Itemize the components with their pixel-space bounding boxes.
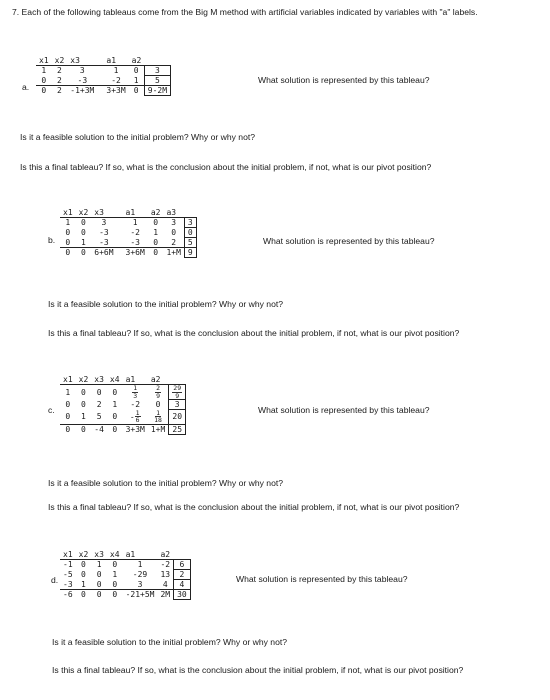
column-header: x3 [94, 375, 104, 384]
column-header [174, 550, 191, 560]
tableau-header-row [60, 375, 186, 385]
tableau-cell: 0 [91, 590, 107, 600]
column-header: x1 [39, 56, 49, 65]
tableau-cell: 0 [112, 412, 118, 421]
tableau-cell: 2 [174, 570, 191, 580]
tableau-cell: 1 [103, 66, 128, 76]
tableau-cell: 0 [76, 424, 92, 434]
column-header: a2 [150, 208, 161, 217]
column-header: a2 [160, 550, 171, 559]
tableau-cell: 0 [76, 248, 92, 258]
tableau-cell: 0 [148, 248, 164, 258]
tableau-c [60, 375, 186, 435]
tableau-cell: 9-2M [144, 86, 170, 96]
column-header: a2 [131, 56, 142, 65]
tableau-cell: 0 [107, 560, 123, 570]
tableau-row [60, 580, 190, 590]
tableau-cell: 5 [184, 238, 196, 248]
tableau-header-row [60, 550, 190, 560]
column-header: x3 [70, 56, 80, 65]
tableau-cell: 0 [112, 579, 118, 589]
tableau-cell: 0 [65, 412, 71, 421]
part-d-label: d. [51, 575, 59, 585]
tableau-row [60, 590, 190, 600]
tableau-cell: 0 [81, 570, 86, 579]
tableau-cell: 0 [171, 228, 177, 237]
tableau-cell [123, 385, 148, 400]
tableau-cell: 0 [76, 560, 92, 570]
tableau-header-row [60, 208, 196, 218]
tableau-row [60, 385, 186, 400]
part-d-final-question: Is this a final tableau? If so, what is the conclusion about the initial problem, if not, what is our pivot position? [52, 665, 464, 675]
tableau-cell: 1 [81, 237, 86, 247]
tableau-cell: -3 [99, 237, 109, 247]
tableau-cell: -29 [132, 570, 148, 579]
tableau-cell: 0 [36, 86, 52, 96]
tableau-cell: 1 [81, 579, 86, 589]
tableau-cell: 0 [60, 248, 76, 258]
tableau-cell: 0 [65, 237, 71, 247]
tableau-cell: 25 [169, 424, 186, 434]
tableau-cell: 0 [81, 228, 86, 237]
tableau-row [36, 76, 171, 86]
column-header: x1 [63, 208, 73, 217]
tableau-cell: -3 [99, 228, 109, 237]
tableau-cell: -1+3M [67, 86, 97, 96]
tableau-row [60, 248, 196, 258]
tableau-cell: 0 [81, 400, 86, 409]
tableau-cell: -3 [130, 237, 140, 247]
part-d-solution-question: What solution is represented by this tableau? [236, 574, 408, 584]
tableau-cell: 5 [144, 76, 170, 86]
column-header: x3 [94, 550, 104, 559]
tableau-cell: 2 [57, 75, 62, 85]
tableau-row [60, 560, 190, 570]
tableau-cell: 1 [123, 218, 148, 228]
tableau-cell: 6+6M [91, 248, 116, 258]
problem-prompt: 7. Each of the following tableaus come from the Big M method with artificial variables indicated by variables with "a" labels. [12, 7, 478, 17]
part-b-label: b. [48, 235, 56, 245]
tableau-cell: 1 [112, 400, 118, 409]
part-b-solution-question: What solution is represented by this tableau? [263, 236, 435, 246]
tableau-cell: 2M [157, 590, 173, 600]
tableau-cell: 3 [144, 66, 170, 76]
tableau-cell: 6 [174, 560, 191, 570]
part-b-final-question: Is this a final tableau? If so, what is the conclusion about the initial problem, if not, what is our pivot position? [48, 328, 460, 338]
part-c-label: c. [48, 405, 55, 415]
tableau-cell: 2 [52, 86, 68, 96]
tableau-cell: -21+5M [123, 590, 158, 600]
column-header: x2 [78, 550, 89, 559]
tableau-row [36, 86, 171, 96]
tableau-row [60, 400, 186, 410]
fraction: $\frac{2}{9}$ [156, 384, 161, 400]
column-header: x1 [63, 375, 73, 384]
tableau-cell: 3+6M [123, 248, 148, 258]
column-header: a1 [125, 208, 136, 217]
tableau-cell: 0 [96, 570, 102, 579]
tableau-row [60, 218, 196, 228]
tableau-cell: 0 [107, 590, 123, 600]
tableau-cell: 0 [60, 424, 76, 434]
part-c-feasible-question: Is it a feasible solution to the initial problem? Why or why not? [48, 478, 284, 488]
tableau-cell: 0 [155, 400, 161, 409]
tableau-cell: 5 [96, 412, 102, 421]
tableau-cell: 1 [153, 228, 159, 237]
part-c-final-question: Is this a final tableau? If so, what is the conclusion about the initial problem, if not, what is our pivot position? [48, 502, 460, 512]
tableau-cell: 1 [112, 570, 118, 579]
tableau-cell: 3+3M [103, 86, 128, 96]
tableau-cell: 4 [162, 579, 168, 589]
column-header: a1 [106, 56, 117, 65]
fraction: $\frac{1}{18}$ [154, 408, 162, 424]
tableau-cell: 1+M [148, 424, 169, 434]
column-header: x3 [94, 208, 104, 217]
tableau-cell: 20 [169, 410, 186, 425]
tableau-a [36, 56, 171, 96]
column-header: x2 [78, 208, 89, 217]
tableau-cell: 0 [91, 385, 107, 400]
tableau-cell: 0 [76, 385, 92, 400]
tableau-cell: 2 [171, 237, 177, 247]
tableau-cell: 0 [65, 400, 71, 409]
column-header: x2 [54, 56, 65, 65]
column-header: x4 [109, 550, 120, 559]
part-a-label: a. [22, 82, 30, 92]
tableau-cell: 1 [60, 385, 76, 400]
tableau-cell: 0 [107, 424, 123, 434]
column-header [184, 208, 196, 218]
tableau-cell: 30 [174, 590, 191, 600]
tableau-cell: 0 [129, 86, 145, 96]
tableau-header-row [36, 56, 171, 66]
tableau-cell: 4 [174, 580, 191, 590]
tableau-cell: 9 [184, 248, 196, 258]
tableau-cell: 13 [160, 570, 171, 579]
tableau-cell: 1 [36, 66, 52, 76]
tableau-cell: -3 [63, 579, 73, 589]
tableau-cell: -2 [130, 400, 141, 409]
tableau-cell: -1 [60, 560, 76, 570]
tableau-cell: 1 [133, 75, 139, 85]
part-a-feasible-question: Is it a feasible solution to the initial problem? Why or why not? [20, 132, 256, 142]
tableau-cell: -3 [77, 75, 88, 85]
tableau-cell: 0 [96, 579, 102, 589]
tableau-cell: 0 [65, 228, 71, 237]
tableau-cell: -2 [130, 228, 140, 237]
tableau-row [36, 66, 171, 76]
tableau-cell: 1 [81, 412, 86, 421]
part-d-feasible-question: Is it a feasible solution to the initial problem? Why or why not? [52, 637, 288, 647]
tableau-cell: -2 [111, 75, 121, 85]
part-a-final-question: Is this a final tableau? If so, what is the conclusion about the initial problem, if not, what is our pivot position? [20, 162, 432, 172]
tableau-cell: 3 [169, 400, 186, 410]
tableau-cell [169, 385, 186, 400]
tableau-cell: -5 [63, 570, 73, 579]
tableau-cell: 0 [153, 237, 159, 247]
column-header: x1 [63, 550, 73, 559]
fraction: $\frac{29}{9}$ [173, 384, 182, 400]
tableau-cell: 3 [91, 218, 116, 228]
tableau-cell: 3 [67, 66, 97, 76]
tableau-cell: -6 [60, 590, 76, 600]
tableau-cell: 0 [184, 228, 196, 238]
tableau-cell: 1+M [163, 248, 184, 258]
column-header: x2 [78, 375, 89, 384]
tableau-cell [148, 410, 169, 425]
tableau-cell: 3 [163, 218, 184, 228]
column-header [144, 56, 170, 66]
tableau-cell: 0 [107, 385, 123, 400]
tableau-cell: 2 [96, 400, 102, 409]
tableau-cell: -2 [157, 560, 173, 570]
column-header: a1 [125, 375, 136, 384]
tableau-cell: - $\frac{1}{6}$ [129, 408, 140, 424]
tableau-cell: 3+3M [123, 424, 148, 434]
fraction: $\frac{1}{3}$ [133, 384, 138, 400]
tableau-cell: 0 [129, 66, 145, 76]
part-c-solution-question: What solution is represented by this tableau? [258, 405, 430, 415]
column-header: x4 [109, 375, 120, 384]
tableau-cell: 1 [91, 560, 107, 570]
tableau-cell: 3 [184, 218, 196, 228]
tableau-cell: 1 [60, 218, 76, 228]
tableau-row [60, 570, 190, 580]
column-header: a2 [150, 375, 161, 384]
tableau-row [60, 238, 196, 248]
tableau-cell: 0 [41, 75, 47, 85]
tableau-cell: 3 [137, 579, 143, 589]
tableau-cell: -4 [91, 424, 107, 434]
column-header: a1 [125, 550, 136, 559]
tableau-cell [148, 385, 169, 400]
tableau-row [60, 410, 186, 425]
column-header: a3 [166, 208, 177, 217]
tableau-cell: 0 [76, 590, 92, 600]
fraction: $\frac{1}{6}$ [135, 408, 140, 424]
tableau-row [60, 424, 186, 434]
tableau-cell: 1 [123, 560, 158, 570]
tableau-row [60, 228, 196, 238]
part-a-solution-question: What solution is represented by this tableau? [258, 75, 430, 85]
tableau-d [60, 550, 191, 600]
tableau-b [60, 208, 197, 258]
tableau-cell: 0 [76, 218, 92, 228]
tableau-cell: 2 [52, 66, 68, 76]
tableau-cell: 0 [148, 218, 164, 228]
part-b-feasible-question: Is it a feasible solution to the initial problem? Why or why not? [48, 299, 284, 309]
